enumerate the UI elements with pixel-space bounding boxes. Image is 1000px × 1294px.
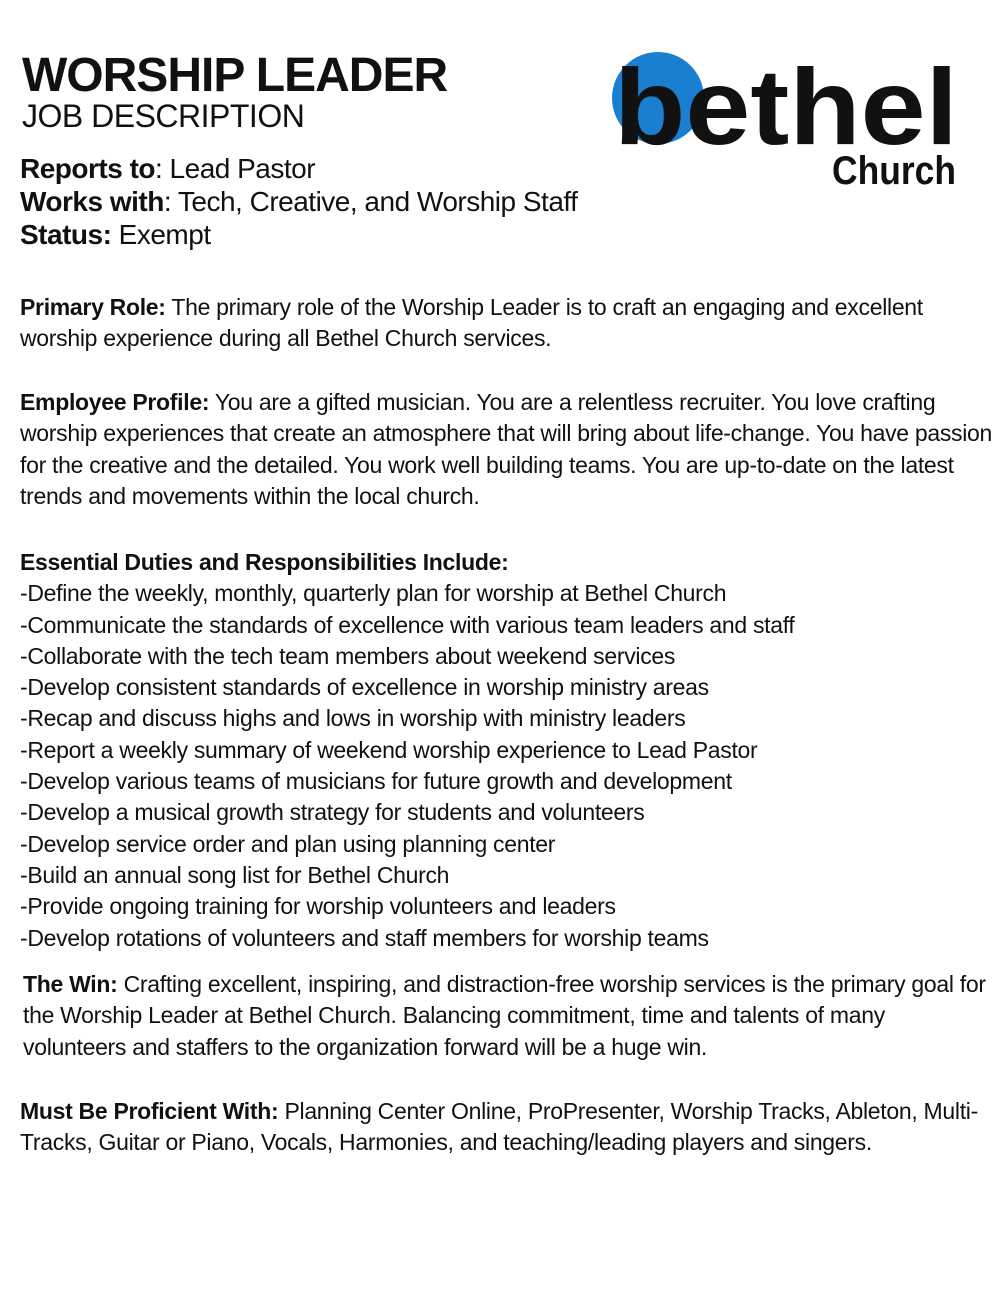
duty-item: -Provide ongoing training for worship volunteers and leaders	[20, 893, 616, 920]
duties-list	[20, 578, 995, 954]
duty-item: -Recap and discuss highs and lows in worship with ministry leaders	[20, 705, 686, 732]
duty-item: -Communicate the standards of excellence with various team leaders and staff	[20, 611, 795, 638]
church-logo	[610, 48, 970, 198]
duty-item: -Develop service order and plan using planning center	[20, 830, 556, 857]
status-value: Exempt	[111, 219, 211, 250]
duty-item: -Develop a musical growth strategy for students and volunteers	[20, 799, 645, 826]
employee-profile-label: Employee Profile:	[20, 389, 210, 415]
logo-subtext: Church	[832, 149, 956, 193]
the-win-text: Crafting excellent, inspiring, and distraction-free worship services is the primary goal for the Worship Leader at Bethel Church. Balancing commitment, time and talents of many volunteers and staffers to the organization forward will be a huge win.	[23, 971, 986, 1060]
duty-item: -Define the weekly, monthly, quarterly plan for worship at Bethel Church	[20, 580, 727, 607]
duties-heading: Essential Duties and Responsibilities Include:	[20, 549, 509, 575]
duty-item: -Develop various teams of musicians for future growth and development	[20, 768, 732, 795]
duties-section	[20, 547, 995, 954]
logo-wordmark: bethel	[614, 48, 958, 167]
employee-profile-text: You are a gifted musician. You are a relentless recruiter. You love crafting worship experiences that create an atmosphere that will bring about life-change. You have passion for the creative and the detailed. You work well building teams. You are up-to-date on the latest trends and movements within the local church.	[20, 389, 993, 509]
works-with-value: : Tech, Creative, and Worship Staff	[163, 186, 578, 217]
proficient-label: Must Be Proficient With:	[20, 1098, 279, 1124]
status-label: Status:	[20, 219, 112, 250]
duty-item: -Build an annual song list for Bethel Church	[20, 861, 450, 888]
duty-item: -Collaborate with the tech team members about weekend services	[20, 642, 676, 669]
reports-to-label: Reports to	[20, 153, 155, 184]
the-win-section	[23, 969, 993, 1063]
primary-role-label: Primary Role:	[20, 294, 166, 320]
duty-item: -Report a weekly summary of weekend worship experience to Lead Pastor	[20, 736, 758, 763]
employee-profile-section	[20, 387, 995, 512]
reports-to-row	[20, 152, 577, 185]
works-with-row	[20, 185, 577, 218]
reports-to-value: : Lead Pastor	[155, 153, 316, 184]
proficient-section	[20, 1096, 998, 1159]
proficient-text: Planning Center Online, ProPresenter, Worship Tracks, Ableton, Multi-Tracks, Guitar or Piano, Vocals, Harmonies, and teaching/leading players and singers.	[20, 1098, 978, 1156]
page-title: WORSHIP LEADER	[22, 49, 448, 102]
duty-item: -Develop consistent standards of excellence in worship ministry areas	[20, 674, 709, 701]
duty-item: -Develop rotations of volunteers and staff members for worship teams	[20, 924, 709, 951]
works-with-label: Works with	[20, 186, 164, 217]
primary-role-text: The primary role of the Worship Leader is to craft an engaging and excellent worship experience during all Bethel Church services.	[20, 294, 923, 352]
status-row	[20, 218, 577, 251]
the-win-label: The Win:	[23, 971, 118, 997]
primary-role-section	[20, 292, 995, 355]
job-meta	[20, 152, 577, 251]
page-subtitle: JOB DESCRIPTION	[22, 98, 305, 134]
